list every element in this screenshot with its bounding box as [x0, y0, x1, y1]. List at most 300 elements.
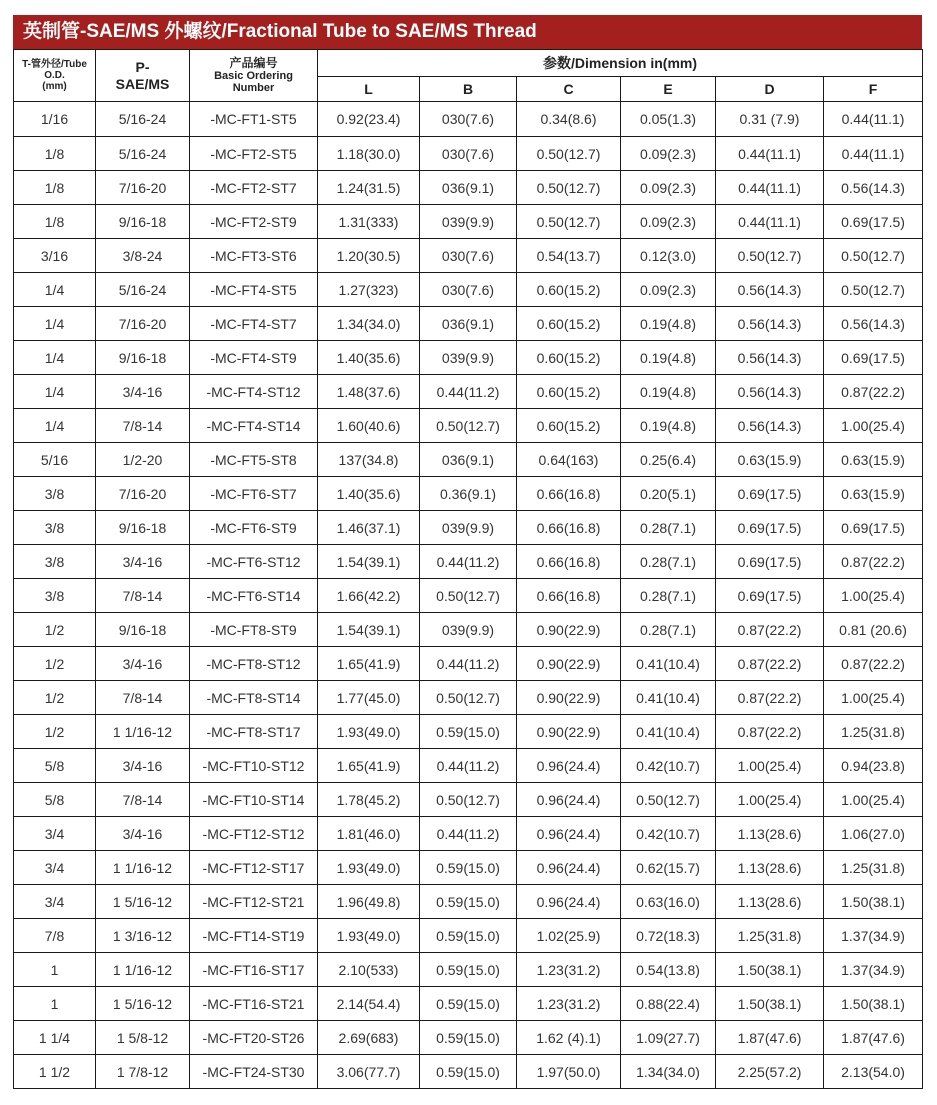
cell-dim-e: 1.09(27.7) — [621, 1021, 716, 1055]
cell-dim-f: 0.69(17.5) — [824, 511, 923, 545]
cell-ordering-number: -MC-FT6-ST12 — [190, 545, 318, 579]
cell-thread: 3/4-16 — [96, 647, 190, 681]
cell-dim-b: 036(9.1) — [420, 307, 517, 341]
cell-thread: 7/8-14 — [96, 409, 190, 443]
cell-dim-d: 0.50(12.7) — [716, 239, 824, 273]
cell-dim-e: 0.50(12.7) — [621, 783, 716, 817]
table-row — [14, 919, 923, 953]
cell-dim-l: 1.40(35.6) — [318, 477, 420, 511]
cell-dim-f: 0.69(17.5) — [824, 205, 923, 239]
cell-dim-f: 1.37(34.9) — [824, 953, 923, 987]
cell-dim-e: 0.09(2.3) — [621, 205, 716, 239]
cell-tube-od: 1/16 — [14, 102, 96, 137]
cell-dim-l: 1.20(30.5) — [318, 239, 420, 273]
cell-thread: 7/8-14 — [96, 681, 190, 715]
cell-dim-b: 039(9.9) — [420, 205, 517, 239]
table-row — [14, 375, 923, 409]
cell-dim-c: 1.02(25.9) — [517, 919, 621, 953]
cell-dim-c: 0.90(22.9) — [517, 647, 621, 681]
cell-dim-e: 0.09(2.3) — [621, 171, 716, 205]
cell-dim-c: 0.60(15.2) — [517, 307, 621, 341]
table-row — [14, 409, 923, 443]
cell-dim-l: 3.06(77.7) — [318, 1055, 420, 1089]
cell-ordering-number: -MC-FT6-ST9 — [190, 511, 318, 545]
cell-dim-d: 1.13(28.6) — [716, 817, 824, 851]
cell-thread: 1 3/16-12 — [96, 919, 190, 953]
header-dim-d: D — [716, 77, 824, 102]
cell-dim-c: 0.66(16.8) — [517, 477, 621, 511]
cell-dim-l: 1.54(39.1) — [318, 545, 420, 579]
cell-dim-c: 1.62 (4).1) — [517, 1021, 621, 1055]
cell-dim-b: 0.50(12.7) — [420, 579, 517, 613]
cell-thread: 1 5/16-12 — [96, 987, 190, 1021]
cell-dim-l: 1.54(39.1) — [318, 613, 420, 647]
cell-dim-f: 0.63(15.9) — [824, 443, 923, 477]
header-tube-od — [14, 50, 96, 102]
cell-thread: 9/16-18 — [96, 613, 190, 647]
cell-dim-d: 1.13(28.6) — [716, 851, 824, 885]
table-row — [14, 613, 923, 647]
cell-dim-l: 1.27(323) — [318, 273, 420, 307]
cell-dim-c: 0.50(12.7) — [517, 171, 621, 205]
cell-ordering-number: -MC-FT20-ST26 — [190, 1021, 318, 1055]
cell-ordering-number: -MC-FT12-ST21 — [190, 885, 318, 919]
cell-dim-l: 0.92(23.4) — [318, 102, 420, 137]
cell-dim-e: 0.28(7.1) — [621, 613, 716, 647]
cell-ordering-number: -MC-FT12-ST17 — [190, 851, 318, 885]
cell-dim-c: 0.60(15.2) — [517, 341, 621, 375]
cell-tube-od: 3/4 — [14, 817, 96, 851]
cell-dim-b: 0.50(12.7) — [420, 681, 517, 715]
cell-dim-b: 0.44(11.2) — [420, 545, 517, 579]
table-row — [14, 137, 923, 171]
cell-dim-e: 0.41(10.4) — [621, 647, 716, 681]
cell-dim-e: 0.42(10.7) — [621, 817, 716, 851]
cell-dim-b: 0.59(15.0) — [420, 885, 517, 919]
cell-dim-c: 0.34(8.6) — [517, 102, 621, 137]
cell-ordering-number: -MC-FT8-ST12 — [190, 647, 318, 681]
cell-tube-od: 3/16 — [14, 239, 96, 273]
cell-dim-d: 0.31 (7.9) — [716, 102, 824, 137]
cell-ordering-number: -MC-FT16-ST17 — [190, 953, 318, 987]
table-row — [14, 205, 923, 239]
cell-tube-od: 3/8 — [14, 511, 96, 545]
cell-dim-l: 2.14(54.4) — [318, 987, 420, 1021]
cell-thread: 5/16-24 — [96, 273, 190, 307]
header-dim-c: C — [517, 77, 621, 102]
header-dim-b: B — [420, 77, 517, 102]
cell-dim-e: 0.19(4.8) — [621, 375, 716, 409]
cell-dim-l: 137(34.8) — [318, 443, 420, 477]
cell-dim-l: 1.65(41.9) — [318, 647, 420, 681]
cell-thread: 5/16-24 — [96, 102, 190, 137]
cell-ordering-number: -MC-FT3-ST6 — [190, 239, 318, 273]
cell-dim-d: 0.56(14.3) — [716, 409, 824, 443]
cell-dim-c: 0.90(22.9) — [517, 613, 621, 647]
cell-dim-l: 1.96(49.8) — [318, 885, 420, 919]
cell-tube-od: 1/8 — [14, 137, 96, 171]
cell-dim-b: 0.44(11.2) — [420, 817, 517, 851]
cell-dim-c: 0.96(24.4) — [517, 749, 621, 783]
cell-dim-d: 1.87(47.6) — [716, 1021, 824, 1055]
cell-dim-d: 0.69(17.5) — [716, 545, 824, 579]
header-ordering-line1: 产品编号 — [229, 56, 278, 70]
table-row — [14, 987, 923, 1021]
cell-ordering-number: -MC-FT6-ST14 — [190, 579, 318, 613]
cell-dim-l: 1.78(45.2) — [318, 783, 420, 817]
cell-dim-d: 0.56(14.3) — [716, 273, 824, 307]
cell-dim-f: 1.06(27.0) — [824, 817, 923, 851]
cell-dim-d: 1.50(38.1) — [716, 953, 824, 987]
cell-dim-f: 0.63(15.9) — [824, 477, 923, 511]
header-ordering-number — [190, 50, 318, 102]
cell-dim-c: 0.60(15.2) — [517, 409, 621, 443]
cell-tube-od: 3/8 — [14, 579, 96, 613]
table-row — [14, 715, 923, 749]
cell-dim-c: 1.23(31.2) — [517, 953, 621, 987]
cell-dim-d: 0.87(22.2) — [716, 613, 824, 647]
cell-dim-d: 0.87(22.2) — [716, 647, 824, 681]
cell-thread: 3/4-16 — [96, 545, 190, 579]
cell-tube-od: 1/2 — [14, 715, 96, 749]
cell-dim-e: 0.88(22.4) — [621, 987, 716, 1021]
cell-tube-od: 1 1/4 — [14, 1021, 96, 1055]
cell-tube-od: 5/16 — [14, 443, 96, 477]
cell-thread: 3/4-16 — [96, 817, 190, 851]
cell-dim-f: 1.50(38.1) — [824, 987, 923, 1021]
cell-dim-d: 0.44(11.1) — [716, 137, 824, 171]
cell-dim-c: 0.54(13.7) — [517, 239, 621, 273]
header-dim-l: L — [318, 77, 420, 102]
cell-dim-l: 1.31(333) — [318, 205, 420, 239]
cell-dim-b: 030(7.6) — [420, 102, 517, 137]
cell-dim-d: 1.25(31.8) — [716, 919, 824, 953]
cell-tube-od: 3/8 — [14, 477, 96, 511]
table-row — [14, 102, 923, 137]
cell-dim-c: 0.90(22.9) — [517, 681, 621, 715]
cell-dim-d: 0.63(15.9) — [716, 443, 824, 477]
cell-dim-b: 030(7.6) — [420, 239, 517, 273]
header-thread — [96, 50, 190, 102]
cell-dim-b: 0.59(15.0) — [420, 1055, 517, 1089]
cell-thread: 9/16-18 — [96, 511, 190, 545]
cell-dim-b: 0.50(12.7) — [420, 409, 517, 443]
cell-dim-e: 0.19(4.8) — [621, 341, 716, 375]
cell-dim-d: 0.56(14.3) — [716, 375, 824, 409]
cell-dim-c: 0.96(24.4) — [517, 817, 621, 851]
table-row — [14, 273, 923, 307]
cell-dim-f: 0.44(11.1) — [824, 102, 923, 137]
cell-ordering-number: -MC-FT4-ST9 — [190, 341, 318, 375]
cell-ordering-number: -MC-FT2-ST9 — [190, 205, 318, 239]
table-row — [14, 647, 923, 681]
cell-dim-c: 0.64(163) — [517, 443, 621, 477]
table-row — [14, 1055, 923, 1089]
cell-dim-c: 0.66(16.8) — [517, 579, 621, 613]
cell-tube-od: 7/8 — [14, 919, 96, 953]
cell-tube-od: 3/4 — [14, 885, 96, 919]
cell-thread: 3/4-16 — [96, 749, 190, 783]
cell-dim-c: 0.96(24.4) — [517, 885, 621, 919]
cell-dim-b: 0.50(12.7) — [420, 783, 517, 817]
cell-thread: 1 5/16-12 — [96, 885, 190, 919]
cell-dim-b: 036(9.1) — [420, 443, 517, 477]
cell-dim-e: 0.62(15.7) — [621, 851, 716, 885]
cell-thread: 3/8-24 — [96, 239, 190, 273]
cell-dim-e: 0.25(6.4) — [621, 443, 716, 477]
cell-dim-f: 0.87(22.2) — [824, 375, 923, 409]
cell-dim-l: 1.18(30.0) — [318, 137, 420, 171]
cell-thread: 9/16-18 — [96, 341, 190, 375]
cell-dim-l: 1.34(34.0) — [318, 307, 420, 341]
cell-ordering-number: -MC-FT2-ST5 — [190, 137, 318, 171]
cell-ordering-number: -MC-FT8-ST14 — [190, 681, 318, 715]
cell-thread: 3/4-16 — [96, 375, 190, 409]
cell-dim-e: 0.28(7.1) — [621, 511, 716, 545]
cell-tube-od: 1 — [14, 987, 96, 1021]
cell-dim-f: 0.81 (20.6) — [824, 613, 923, 647]
cell-ordering-number: -MC-FT14-ST19 — [190, 919, 318, 953]
cell-dim-l: 1.93(49.0) — [318, 851, 420, 885]
table-row — [14, 681, 923, 715]
cell-dim-f: 1.25(31.8) — [824, 715, 923, 749]
cell-dim-l: 1.24(31.5) — [318, 171, 420, 205]
header-dimensions: 参数/Dimension in(mm) — [318, 50, 923, 77]
cell-dim-d: 0.44(11.1) — [716, 171, 824, 205]
table-row — [14, 477, 923, 511]
cell-dim-l: 1.48(37.6) — [318, 375, 420, 409]
table-row — [14, 443, 923, 477]
cell-dim-b: 030(7.6) — [420, 137, 517, 171]
cell-ordering-number: -MC-FT8-ST9 — [190, 613, 318, 647]
cell-dim-b: 039(9.9) — [420, 511, 517, 545]
cell-dim-e: 0.41(10.4) — [621, 715, 716, 749]
cell-dim-d: 0.44(11.1) — [716, 205, 824, 239]
table-row — [14, 341, 923, 375]
cell-dim-e: 0.19(4.8) — [621, 409, 716, 443]
cell-thread: 1 1/16-12 — [96, 851, 190, 885]
cell-dim-b: 0.59(15.0) — [420, 851, 517, 885]
header-tube-od-line3: (mm) — [42, 81, 67, 92]
cell-tube-od: 1/4 — [14, 409, 96, 443]
cell-thread: 7/16-20 — [96, 477, 190, 511]
cell-dim-b: 036(9.1) — [420, 171, 517, 205]
cell-tube-od: 5/8 — [14, 749, 96, 783]
cell-dim-l: 2.10(533) — [318, 953, 420, 987]
cell-dim-e: 1.34(34.0) — [621, 1055, 716, 1089]
cell-dim-l: 1.81(46.0) — [318, 817, 420, 851]
cell-dim-f: 0.87(22.2) — [824, 545, 923, 579]
cell-thread: 7/16-20 — [96, 307, 190, 341]
cell-dim-d: 2.25(57.2) — [716, 1055, 824, 1089]
cell-dim-f: 1.00(25.4) — [824, 409, 923, 443]
cell-ordering-number: -MC-FT8-ST17 — [190, 715, 318, 749]
cell-dim-l: 1.77(45.0) — [318, 681, 420, 715]
cell-dim-f: 0.69(17.5) — [824, 341, 923, 375]
cell-tube-od: 1/2 — [14, 613, 96, 647]
header-thread-line1: P- — [135, 58, 150, 75]
cell-dim-d: 0.56(14.3) — [716, 307, 824, 341]
dimension-table — [13, 49, 923, 1089]
header-ordering-line3: Number — [232, 82, 275, 94]
cell-dim-d: 1.00(25.4) — [716, 749, 824, 783]
cell-dim-l: 1.93(49.0) — [318, 919, 420, 953]
cell-thread: 1/2-20 — [96, 443, 190, 477]
cell-dim-e: 0.05(1.3) — [621, 102, 716, 137]
cell-dim-e: 0.41(10.4) — [621, 681, 716, 715]
cell-dim-b: 0.59(15.0) — [420, 953, 517, 987]
cell-tube-od: 1 — [14, 953, 96, 987]
table-row — [14, 749, 923, 783]
cell-dim-l: 1.66(42.2) — [318, 579, 420, 613]
cell-dim-f: 2.13(54.0) — [824, 1055, 923, 1089]
cell-dim-c: 0.96(24.4) — [517, 783, 621, 817]
header-tube-od-line1: T-管外径/Tube — [22, 59, 87, 70]
cell-dim-f: 1.25(31.8) — [824, 851, 923, 885]
header-ordering-line2: Basic Ordering — [214, 70, 293, 82]
cell-dim-e: 0.20(5.1) — [621, 477, 716, 511]
cell-dim-f: 0.94(23.8) — [824, 749, 923, 783]
cell-dim-l: 1.46(37.1) — [318, 511, 420, 545]
cell-dim-e: 0.28(7.1) — [621, 545, 716, 579]
cell-dim-e: 0.63(16.0) — [621, 885, 716, 919]
cell-dim-e: 0.28(7.1) — [621, 579, 716, 613]
cell-ordering-number: -MC-FT4-ST5 — [190, 273, 318, 307]
header-tube-od-line2: O.D. — [44, 70, 65, 81]
cell-dim-e: 0.42(10.7) — [621, 749, 716, 783]
cell-ordering-number: -MC-FT5-ST8 — [190, 443, 318, 477]
cell-dim-f: 1.87(47.6) — [824, 1021, 923, 1055]
cell-dim-f: 0.44(11.1) — [824, 137, 923, 171]
cell-dim-f: 1.00(25.4) — [824, 783, 923, 817]
cell-dim-c: 1.23(31.2) — [517, 987, 621, 1021]
table-row — [14, 1021, 923, 1055]
cell-dim-e: 0.54(13.8) — [621, 953, 716, 987]
cell-tube-od: 1/2 — [14, 647, 96, 681]
cell-tube-od: 1/4 — [14, 375, 96, 409]
cell-dim-b: 030(7.6) — [420, 273, 517, 307]
cell-dim-d: 1.13(28.6) — [716, 885, 824, 919]
cell-tube-od: 1/8 — [14, 171, 96, 205]
cell-ordering-number: -MC-FT10-ST12 — [190, 749, 318, 783]
table-row — [14, 307, 923, 341]
cell-dim-b: 0.59(15.0) — [420, 919, 517, 953]
cell-dim-c: 0.50(12.7) — [517, 205, 621, 239]
cell-dim-e: 0.12(3.0) — [621, 239, 716, 273]
cell-dim-l: 1.93(49.0) — [318, 715, 420, 749]
cell-tube-od: 5/8 — [14, 783, 96, 817]
cell-thread: 7/8-14 — [96, 579, 190, 613]
cell-dim-f: 0.87(22.2) — [824, 647, 923, 681]
cell-ordering-number: -MC-FT4-ST14 — [190, 409, 318, 443]
cell-ordering-number: -MC-FT16-ST21 — [190, 987, 318, 1021]
cell-dim-l: 1.65(41.9) — [318, 749, 420, 783]
spec-sheet — [13, 15, 922, 1089]
cell-dim-c: 1.97(50.0) — [517, 1055, 621, 1089]
cell-dim-b: 0.44(11.2) — [420, 749, 517, 783]
cell-tube-od: 1/4 — [14, 307, 96, 341]
cell-dim-c: 0.66(16.8) — [517, 545, 621, 579]
cell-ordering-number: -MC-FT4-ST7 — [190, 307, 318, 341]
cell-dim-d: 0.56(14.3) — [716, 341, 824, 375]
cell-dim-d: 0.87(22.2) — [716, 681, 824, 715]
cell-dim-c: 0.66(16.8) — [517, 511, 621, 545]
cell-dim-f: 0.56(14.3) — [824, 307, 923, 341]
cell-tube-od: 1/2 — [14, 681, 96, 715]
cell-dim-f: 1.50(38.1) — [824, 885, 923, 919]
cell-dim-e: 0.19(4.8) — [621, 307, 716, 341]
cell-dim-d: 0.69(17.5) — [716, 477, 824, 511]
cell-ordering-number: -MC-FT24-ST30 — [190, 1055, 318, 1089]
cell-ordering-number: -MC-FT2-ST7 — [190, 171, 318, 205]
cell-dim-f: 1.37(34.9) — [824, 919, 923, 953]
cell-dim-l: 2.69(683) — [318, 1021, 420, 1055]
cell-dim-b: 039(9.9) — [420, 613, 517, 647]
cell-dim-d: 0.69(17.5) — [716, 579, 824, 613]
cell-dim-f: 0.50(12.7) — [824, 273, 923, 307]
cell-dim-e: 0.09(2.3) — [621, 273, 716, 307]
table-row — [14, 953, 923, 987]
cell-thread: 5/16-24 — [96, 137, 190, 171]
cell-dim-c: 0.96(24.4) — [517, 851, 621, 885]
table-row — [14, 817, 923, 851]
cell-dim-l: 1.40(35.6) — [318, 341, 420, 375]
cell-tube-od: 1/4 — [14, 341, 96, 375]
cell-dim-c: 0.60(15.2) — [517, 273, 621, 307]
cell-dim-l: 1.60(40.6) — [318, 409, 420, 443]
cell-tube-od: 3/8 — [14, 545, 96, 579]
cell-tube-od: 3/4 — [14, 851, 96, 885]
cell-ordering-number: -MC-FT4-ST12 — [190, 375, 318, 409]
cell-dim-d: 1.50(38.1) — [716, 987, 824, 1021]
cell-dim-b: 0.59(15.0) — [420, 715, 517, 749]
cell-dim-b: 0.59(15.0) — [420, 987, 517, 1021]
cell-dim-b: 0.59(15.0) — [420, 1021, 517, 1055]
table-row — [14, 239, 923, 273]
cell-thread: 7/8-14 — [96, 783, 190, 817]
cell-dim-c: 0.50(12.7) — [517, 137, 621, 171]
cell-dim-b: 0.36(9.1) — [420, 477, 517, 511]
table-row — [14, 783, 923, 817]
table-title: 英制管-SAE/MS 外螺纹/Fractional Tube to SAE/MS Thread — [13, 15, 922, 49]
header-dim-f: F — [824, 77, 923, 102]
cell-ordering-number: -MC-FT10-ST14 — [190, 783, 318, 817]
cell-tube-od: 1/8 — [14, 205, 96, 239]
table-header — [14, 50, 923, 102]
cell-tube-od: 1 1/2 — [14, 1055, 96, 1089]
cell-dim-b: 039(9.9) — [420, 341, 517, 375]
header-dim-e: E — [621, 77, 716, 102]
cell-thread: 9/16-18 — [96, 205, 190, 239]
cell-tube-od: 1/4 — [14, 273, 96, 307]
table-row — [14, 171, 923, 205]
cell-thread: 1 7/8-12 — [96, 1055, 190, 1089]
cell-ordering-number: -MC-FT12-ST12 — [190, 817, 318, 851]
cell-thread: 1 1/16-12 — [96, 715, 190, 749]
cell-dim-e: 0.72(18.3) — [621, 919, 716, 953]
cell-dim-e: 0.09(2.3) — [621, 137, 716, 171]
cell-dim-f: 0.56(14.3) — [824, 171, 923, 205]
cell-dim-c: 0.90(22.9) — [517, 715, 621, 749]
cell-dim-f: 1.00(25.4) — [824, 681, 923, 715]
cell-dim-b: 0.44(11.2) — [420, 647, 517, 681]
cell-dim-f: 0.50(12.7) — [824, 239, 923, 273]
cell-dim-d: 0.87(22.2) — [716, 715, 824, 749]
table-body — [14, 102, 923, 1089]
cell-dim-b: 0.44(11.2) — [420, 375, 517, 409]
cell-dim-d: 0.69(17.5) — [716, 511, 824, 545]
cell-dim-f: 1.00(25.4) — [824, 579, 923, 613]
